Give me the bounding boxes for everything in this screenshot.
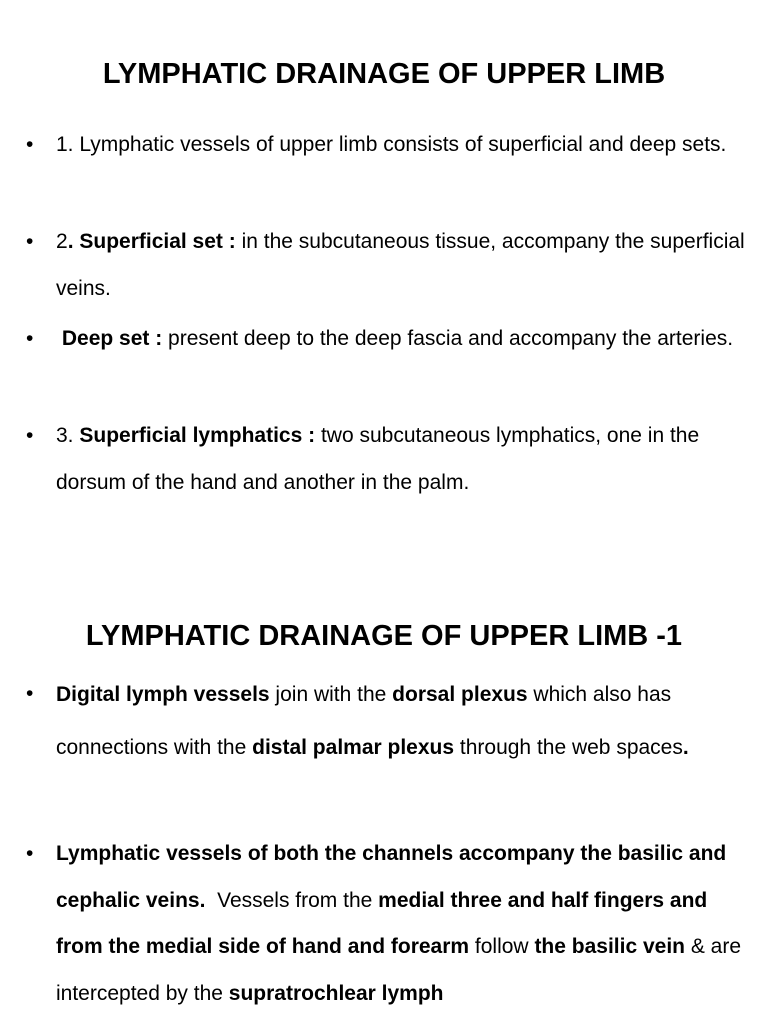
bold-run: Lymphatic vessels of both the channels accompany the basilic and cephalic veins.	[56, 842, 733, 912]
text-run: in the subcutaneous tissue, accompany the superficial veins.	[56, 230, 751, 300]
text-run: 1. Lymphatic vessels of upper limb consists of superficial and deep sets.	[56, 133, 727, 156]
text-run: follow	[469, 935, 535, 958]
text-run: & are intercepted by the	[56, 935, 747, 1005]
bullet-text	[56, 668, 746, 774]
bullet-dot-icon: •	[26, 327, 34, 350]
bold-run: . Superficial set :	[67, 230, 236, 253]
bold-run: Superficial lymphatics :	[79, 424, 316, 447]
text-run: join with the	[269, 683, 393, 706]
bullet-dot-icon: •	[26, 230, 34, 253]
bullet-text	[56, 316, 746, 363]
section-title-1: LYMPHATIC DRAINAGE OF UPPER LIMB	[102, 58, 666, 90]
bold-run: Digital lymph vessels	[56, 683, 270, 706]
text-run: Vessels from the	[205, 888, 379, 912]
text-run: 3.	[56, 424, 80, 447]
bullet-dot-icon: •	[26, 682, 34, 705]
bold-run: supratrochlear lymph	[228, 981, 444, 1005]
bullet-dot-icon: •	[26, 133, 34, 156]
bullet-text	[56, 413, 746, 506]
bold-run: medial three and half fingers and from the medial side of hand and forearm	[56, 888, 714, 958]
bullet-text	[56, 831, 746, 1017]
bold-run: distal palmar plexus	[252, 736, 455, 759]
text-run: 2	[56, 230, 68, 253]
section-title-2: LYMPHATIC DRAINAGE OF UPPER LIMB -1	[85, 620, 683, 652]
bold-run: Deep set :	[56, 327, 163, 350]
bold-run: the basilic vein	[534, 935, 685, 958]
text-run: through the web spaces	[454, 736, 683, 759]
text-run: which also has connections with the	[56, 683, 677, 759]
bold-run: dorsal plexus	[392, 683, 528, 706]
bullet-dot-icon: •	[26, 842, 34, 865]
text-run: present deep to the deep fascia and accompany the arteries.	[162, 327, 734, 350]
text-run: two subcutaneous lymphatics, one in the dorsum of the hand and another in the palm.	[56, 424, 706, 494]
bullet-text	[56, 122, 746, 169]
bullet-text	[56, 219, 751, 312]
bold-run: .	[682, 736, 689, 759]
bullet-dot-icon: •	[26, 424, 34, 447]
